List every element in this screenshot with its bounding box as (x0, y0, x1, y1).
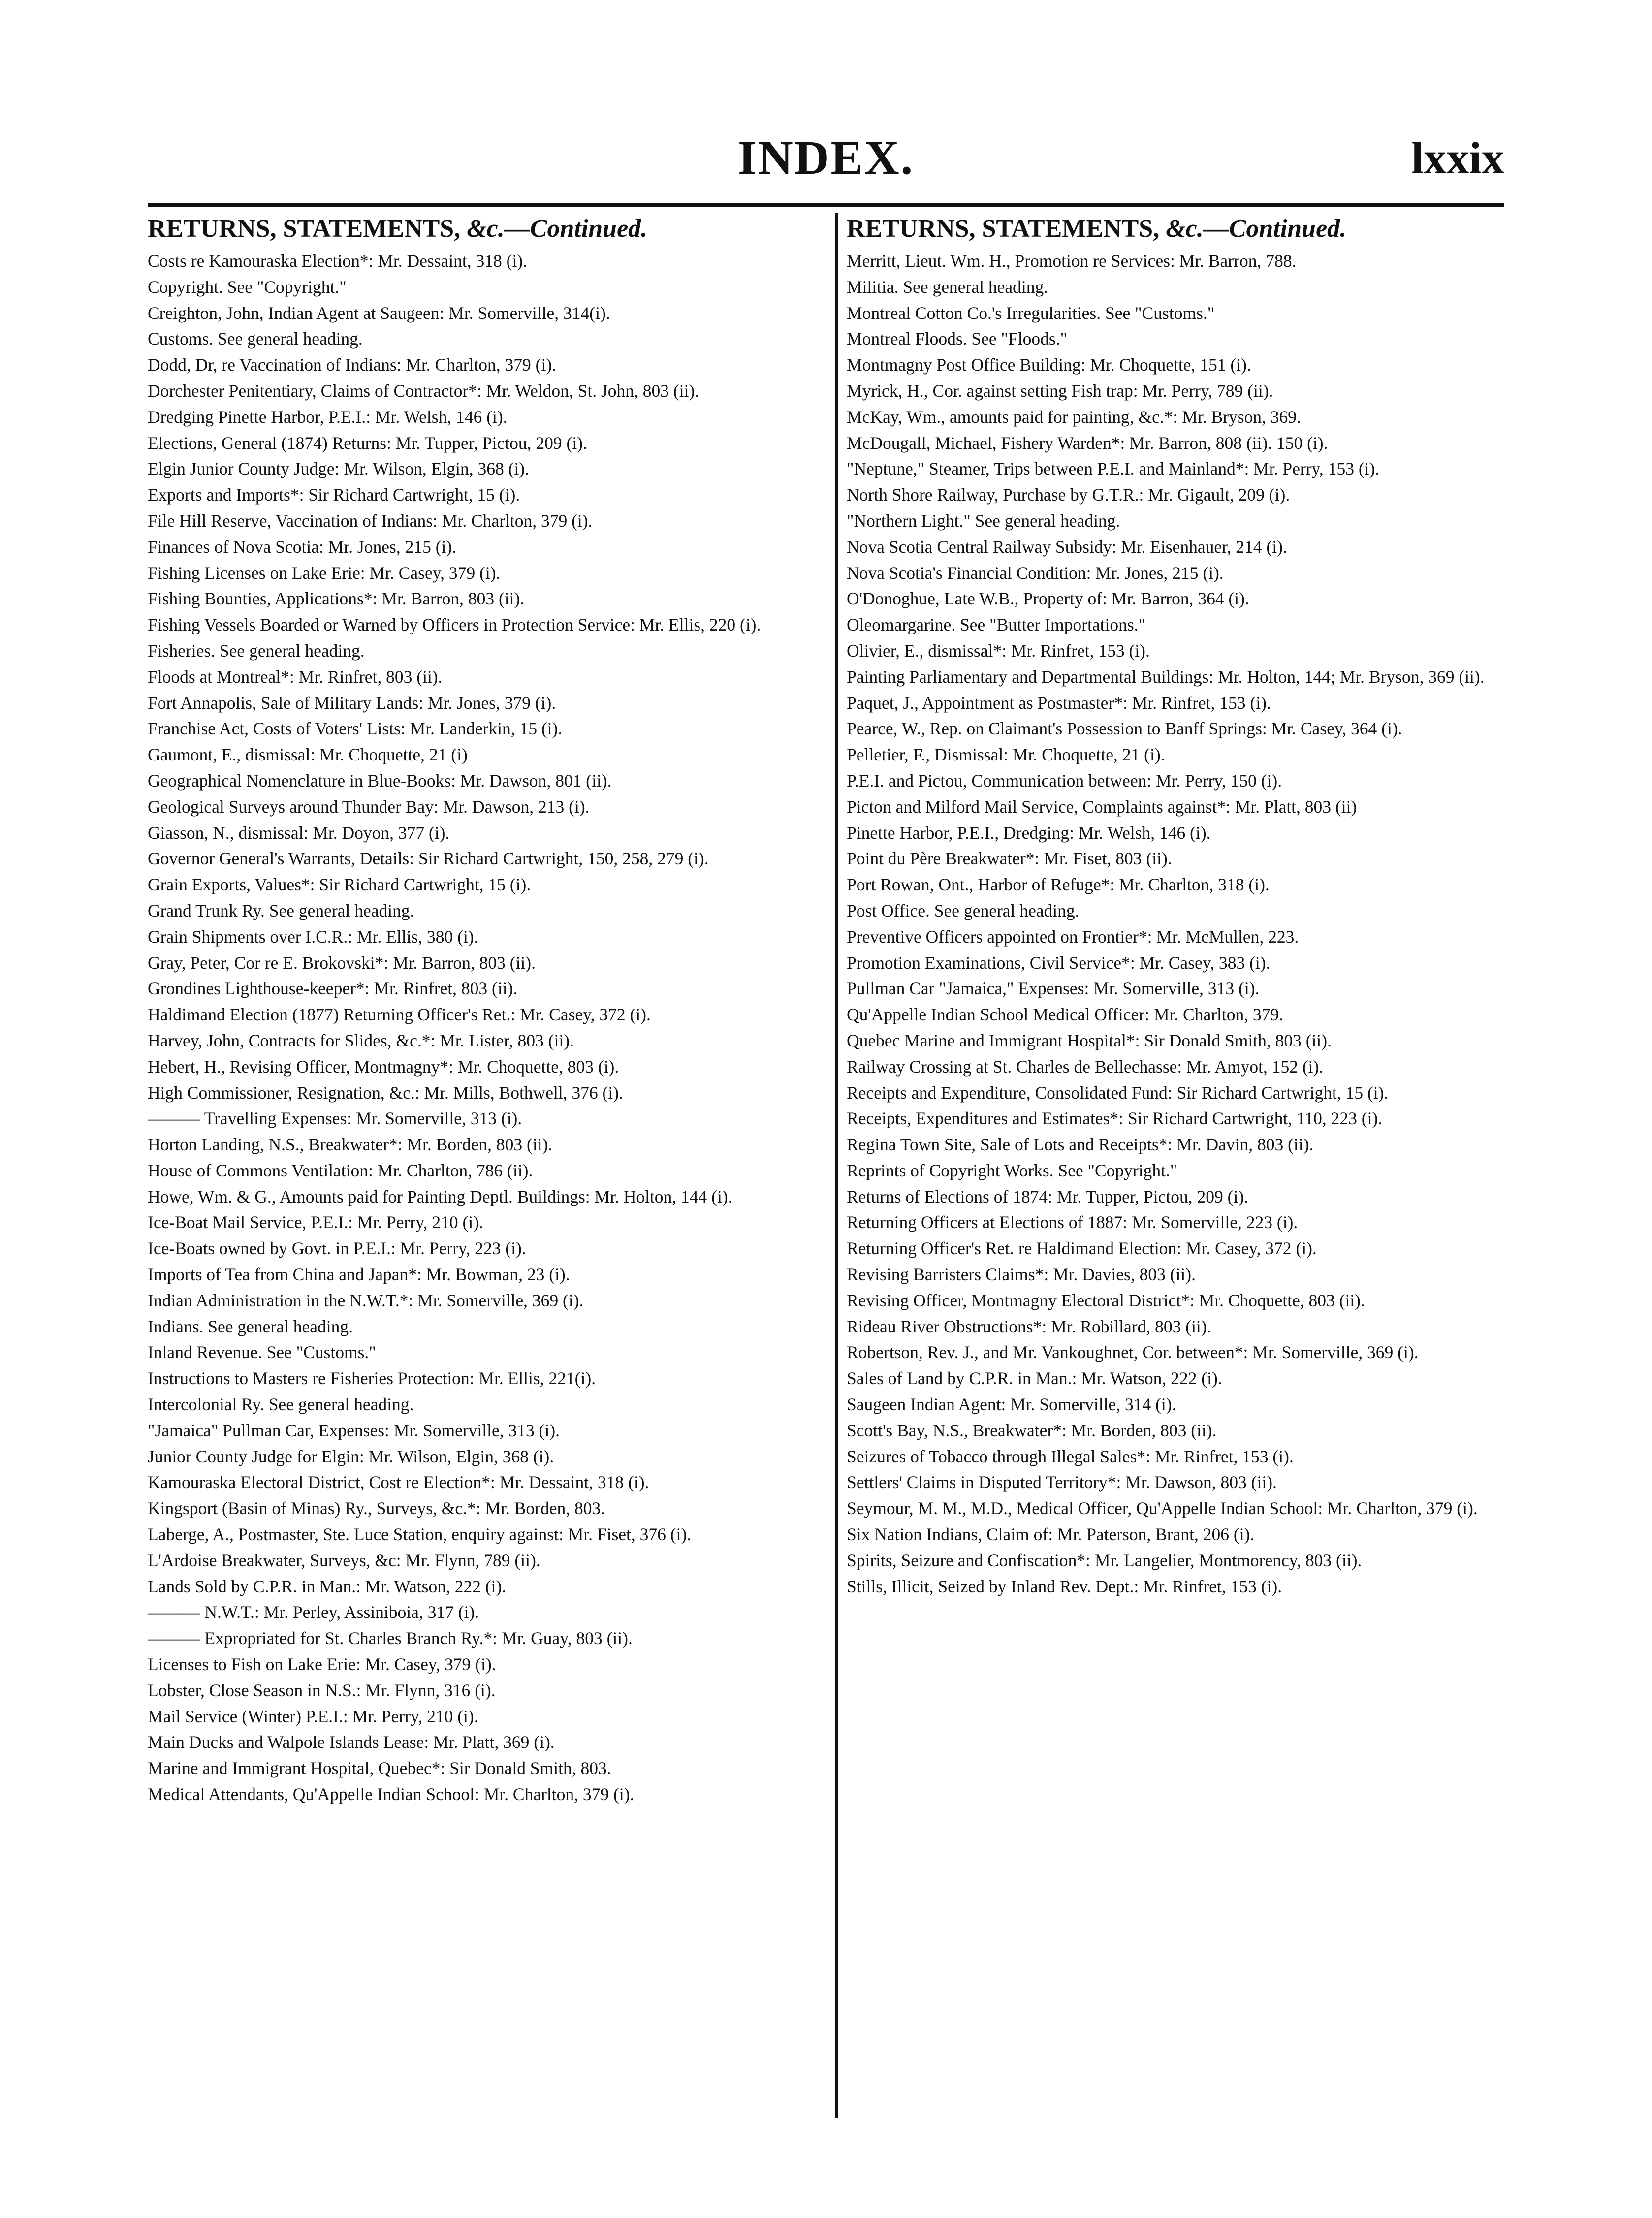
index-entry: Reprints of Copyright Works. See "Copyright." (847, 1160, 1177, 1180)
index-entry: Franchise Act, Costs of Voters' Lists: Mr. Landerkin, 15 (i). (148, 719, 563, 739)
index-entry: "Neptune," Steamer, Trips between P.E.I. and Mainland*: Mr. Perry, 153 (i). (847, 459, 1380, 479)
index-entry: Seymour, M. M., M.D., Medical Officer, Qu'Appelle Indian School: Mr. Charlton, 379 (i). (847, 1498, 1478, 1519)
index-entry: Revising Barristers Claims*: Mr. Davies, 803 (ii). (847, 1265, 1196, 1285)
index-entry: Fishing Vessels Boarded or Warned by Officers in Protection Service: Mr. Ellis, 220 (i). (148, 615, 761, 635)
index-entry: Spirits, Seizure and Confiscation*: Mr. Langelier, Montmorency, 803 (ii). (847, 1550, 1362, 1570)
index-entry: O'Donoghue, Late W.B., Property of: Mr. Barron, 364 (i). (847, 589, 1249, 609)
index-entry: Point du Père Breakwater*: Mr. Fiset, 803 (ii). (847, 849, 1172, 869)
index-entry: Kingsport (Basin of Minas) Ry., Surveys, &c.*: Mr. Borden, 803. (148, 1498, 605, 1519)
left-entry-list (148, 248, 827, 1807)
index-entry: Receipts and Expenditure, Consolidated Fund: Sir Richard Cartwright, 15 (i). (847, 1082, 1389, 1103)
index-entry: Finances of Nova Scotia: Mr. Jones, 215 (i). (148, 537, 457, 557)
header-rule (148, 203, 1504, 207)
index-entry: Receipts, Expenditures and Estimates*: Sir Richard Cartwright, 110, 223 (i). (847, 1109, 1383, 1129)
index-entry: Fishing Licenses on Lake Erie: Mr. Casey, 379 (i). (148, 563, 501, 583)
index-entry: Kamouraska Electoral District, Cost re Election*: Mr. Dessaint, 318 (i). (148, 1472, 649, 1492)
index-entry: Gaumont, E., dismissal: Mr. Choquette, 21 (i) (148, 745, 468, 765)
index-entry: Hebert, H., Revising Officer, Montmagny*: Mr. Choquette, 803 (i). (148, 1056, 619, 1077)
index-entry: Olivier, E., dismissal*: Mr. Rinfret, 153 (i). (847, 640, 1150, 661)
index-entry: North Shore Railway, Purchase by G.T.R.: Mr. Gigault, 209 (i). (847, 485, 1290, 505)
index-entry: Montmagny Post Office Building: Mr. Choquette, 151 (i). (847, 355, 1251, 375)
index-entry: Gray, Peter, Cor re E. Brokovski*: Mr. Barron, 803 (ii). (148, 952, 536, 973)
index-entry: L'Ardoise Breakwater, Surveys, &c: Mr. Flynn, 789 (ii). (148, 1550, 540, 1570)
index-entry: Geographical Nomenclature in Blue-Books: Mr. Dawson, 801 (ii). (148, 770, 612, 791)
index-entry: Lands Sold by C.P.R. in Man.: Mr. Watson, 222 (i). (148, 1576, 507, 1596)
left-heading-continued: &c.—Continued. (467, 215, 648, 243)
index-entry: Revising Officer, Montmagny Electoral District*: Mr. Choquette, 803 (ii). (847, 1290, 1365, 1310)
index-entry: Ice-Boats owned by Govt. in P.E.I.: Mr. Perry, 223 (i). (148, 1238, 526, 1259)
index-entry: Rideau River Obstructions*: Mr. Robillard, 803 (ii). (847, 1316, 1211, 1336)
index-entry: Lobster, Close Season in N.S.: Mr. Flynn, 316 (i). (148, 1680, 496, 1700)
index-entry: File Hill Reserve, Vaccination of Indians: Mr. Charlton, 379 (i). (148, 510, 593, 531)
index-entry: Picton and Milford Mail Service, Complaints against*: Mr. Platt, 803 (ii) (847, 796, 1357, 817)
index-entry: Howe, Wm. & G., Amounts paid for Painting Deptl. Buildings: Mr. Holton, 144 (i). (148, 1186, 732, 1206)
index-entry: Saugeen Indian Agent: Mr. Somerville, 314 (i). (847, 1394, 1176, 1415)
index-entry: Fort Annapolis, Sale of Military Lands: Mr. Jones, 379 (i). (148, 693, 556, 713)
index-entry: McKay, Wm., amounts paid for painting, &c.*: Mr. Bryson, 369. (847, 407, 1301, 427)
index-entry: Grain Shipments over I.C.R.: Mr. Ellis, 380 (i). (148, 926, 478, 947)
index-entry: Painting Parliamentary and Departmental Buildings: Mr. Holton, 144; Mr. Bryson, 369 (ii). (847, 666, 1485, 687)
column-divider (835, 213, 838, 2118)
index-entry: Returns of Elections of 1874: Mr. Tupper, Pictou, 209 (i). (847, 1186, 1249, 1206)
index-entry: Montreal Floods. See "Floods." (847, 329, 1068, 349)
index-entry: Copyright. See "Copyright." (148, 277, 347, 297)
page-title: INDEX. (737, 131, 915, 185)
index-entry: Returning Officers at Elections of 1887: Mr. Somerville, 223 (i). (847, 1212, 1298, 1233)
index-entry: Creighton, John, Indian Agent at Saugeen: Mr. Somerville, 314(i). (148, 303, 610, 323)
index-entry: Instructions to Masters re Fisheries Protection: Mr. Ellis, 221(i). (148, 1368, 596, 1389)
index-entry: Indian Administration in the N.W.T.*: Mr. Somerville, 369 (i). (148, 1290, 584, 1310)
index-entry: Grain Exports, Values*: Sir Richard Cartwright, 15 (i). (148, 875, 531, 895)
index-entry: Regina Town Site, Sale of Lots and Receipts*: Mr. Davin, 803 (ii). (847, 1135, 1314, 1155)
index-entry: Elections, General (1874) Returns: Mr. Tupper, Pictou, 209 (i). (148, 433, 587, 453)
index-entry: "Northern Light." See general heading. (847, 510, 1120, 531)
index-entry: Imports of Tea from China and Japan*: Mr. Bowman, 23 (i). (148, 1265, 570, 1285)
index-entry: Pinette Harbor, P.E.I., Dredging: Mr. Welsh, 146 (i). (847, 823, 1211, 843)
index-entry: Pullman Car "Jamaica," Expenses: Mr. Somerville, 313 (i). (847, 979, 1260, 999)
index-entry: Six Nation Indians, Claim of: Mr. Paterson, Brant, 206 (i). (847, 1524, 1255, 1545)
index-entry: Paquet, J., Appointment as Postmaster*: Mr. Rinfret, 153 (i). (847, 693, 1271, 713)
index-entry: Montreal Cotton Co.'s Irregularities. See "Customs." (847, 303, 1215, 323)
index-entry: Pelletier, F., Dismissal: Mr. Choquette, 21 (i). (847, 745, 1165, 765)
index-entry: Inland Revenue. See "Customs." (148, 1342, 376, 1362)
index-entry: Nova Scotia Central Railway Subsidy: Mr. Eisenhauer, 214 (i). (847, 537, 1287, 557)
index-entry: Laberge, A., Postmaster, Ste. Luce Station, enquiry against: Mr. Fiset, 376 (i). (148, 1524, 692, 1545)
index-entry: Myrick, H., Cor. against setting Fish trap: Mr. Perry, 789 (ii). (847, 380, 1273, 401)
index-entry: Customs. See general heading. (148, 329, 363, 349)
index-entry: Port Rowan, Ont., Harbor of Refuge*: Mr. Charlton, 318 (i). (847, 875, 1270, 895)
index-entry: Quebec Marine and Immigrant Hospital*: Sir Donald Smith, 803 (ii). (847, 1030, 1332, 1050)
index-entry: Harvey, John, Contracts for Slides, &c.*: Mr. Lister, 803 (ii). (148, 1030, 574, 1050)
right-heading-continued: &c.—Continued. (1166, 215, 1347, 243)
index-entry: Merritt, Lieut. Wm. H., Promotion re Services: Mr. Barron, 788. (847, 251, 1297, 271)
index-entry: Qu'Appelle Indian School Medical Officer: Mr. Charlton, 379. (847, 1005, 1284, 1025)
index-entry: Geological Surveys around Thunder Bay: Mr. Dawson, 213 (i). (148, 796, 590, 817)
index-entry: ——— N.W.T.: Mr. Perley, Assiniboia, 317 (i). (148, 1602, 479, 1622)
index-entry: Horton Landing, N.S., Breakwater*: Mr. Borden, 803 (ii). (148, 1135, 553, 1155)
index-entry: Intercolonial Ry. See general heading. (148, 1394, 414, 1415)
index-entry: Governor General's Warrants, Details: Sir Richard Cartwright, 150, 258, 279 (i). (148, 849, 709, 869)
index-entry: Main Ducks and Walpole Islands Lease: Mr. Platt, 369 (i). (148, 1732, 555, 1752)
index-entry: Fishing Bounties, Applications*: Mr. Barron, 803 (ii). (148, 589, 525, 609)
index-entry: Giasson, N., dismissal: Mr. Doyon, 377 (i). (148, 823, 450, 843)
index-entry: Settlers' Claims in Disputed Territory*: Mr. Dawson, 803 (ii). (847, 1472, 1277, 1492)
index-entry: Dredging Pinette Harbor, P.E.I.: Mr. Welsh, 146 (i). (148, 407, 508, 427)
index-entry: Exports and Imports*: Sir Richard Cartwright, 15 (i). (148, 485, 520, 505)
running-head (148, 126, 1504, 190)
page-number: lxxix (1411, 133, 1504, 183)
index-entry: Sales of Land by C.P.R. in Man.: Mr. Watson, 222 (i). (847, 1368, 1222, 1389)
index-entry: High Commissioner, Resignation, &c.: Mr. Mills, Bothwell, 376 (i). (148, 1082, 623, 1103)
index-entry: Junior County Judge for Elgin: Mr. Wilson, Elgin, 368 (i). (148, 1446, 554, 1466)
index-entry: Seizures of Tobacco through Illegal Sales*: Mr. Rinfret, 153 (i). (847, 1446, 1294, 1466)
right-column-heading (847, 213, 1526, 245)
index-entry: Mail Service (Winter) P.E.I.: Mr. Perry, 210 (i). (148, 1706, 478, 1726)
index-entry: Promotion Examinations, Civil Service*: Mr. Casey, 383 (i). (847, 952, 1271, 973)
index-entry: Railway Crossing at St. Charles de Bellechasse: Mr. Amyot, 152 (i). (847, 1056, 1324, 1077)
right-entry-list (847, 248, 1526, 1599)
index-entry: Ice-Boat Mail Service, P.E.I.: Mr. Perry, 210 (i). (148, 1212, 483, 1233)
index-entry: Haldimand Election (1877) Returning Officer's Ret.: Mr. Casey, 372 (i). (148, 1005, 651, 1025)
left-column-heading (148, 213, 827, 245)
index-entry: P.E.I. and Pictou, Communication between: Mr. Perry, 150 (i). (847, 770, 1282, 791)
index-entry: ——— Travelling Expenses: Mr. Somerville, 313 (i). (148, 1109, 522, 1129)
index-entry: Oleomargarine. See "Butter Importations." (847, 615, 1146, 635)
index-entry: Licenses to Fish on Lake Erie: Mr. Casey, 379 (i). (148, 1654, 496, 1675)
index-entry: Robertson, Rev. J., and Mr. Vankoughnet, Cor. between*: Mr. Somerville, 369 (i). (847, 1342, 1419, 1362)
index-entry: Costs re Kamouraska Election*: Mr. Dessaint, 318 (i). (148, 251, 527, 271)
left-column (148, 213, 827, 1807)
right-column (847, 213, 1526, 1599)
index-entry: McDougall, Michael, Fishery Warden*: Mr. Barron, 808 (ii). 150 (i). (847, 433, 1328, 453)
index-entry: ——— Expropriated for St. Charles Branch Ry.*: Mr. Guay, 803 (ii). (148, 1628, 633, 1648)
index-entry: Pearce, W., Rep. on Claimant's Possession to Banff Springs: Mr. Casey, 364 (i). (847, 719, 1402, 739)
index-entry: Scott's Bay, N.S., Breakwater*: Mr. Borden, 803 (ii). (847, 1420, 1217, 1440)
index-entry: Preventive Officers appointed on Frontier*: Mr. McMullen, 223. (847, 926, 1299, 947)
index-entry: Militia. See general heading. (847, 277, 1048, 297)
index-entry: Nova Scotia's Financial Condition: Mr. Jones, 215 (i). (847, 563, 1224, 583)
index-entry: Returning Officer's Ret. re Haldimand Election: Mr. Casey, 372 (i). (847, 1238, 1317, 1259)
index-entry: Elgin Junior County Judge: Mr. Wilson, Elgin, 368 (i). (148, 459, 529, 479)
index-entry: Floods at Montreal*: Mr. Rinfret, 803 (ii). (148, 666, 443, 687)
index-entry: Medical Attendants, Qu'Appelle Indian School: Mr. Charlton, 379 (i). (148, 1784, 635, 1805)
index-entry: Grand Trunk Ry. See general heading. (148, 900, 414, 920)
index-entry: Marine and Immigrant Hospital, Quebec*: Sir Donald Smith, 803. (148, 1758, 611, 1778)
left-heading-text: RETURNS, STATEMENTS, (148, 215, 461, 243)
index-entry: Post Office. See general heading. (847, 900, 1080, 920)
index-entry: Indians. See general heading. (148, 1316, 353, 1336)
index-entry: Dodd, Dr, re Vaccination of Indians: Mr. Charlton, 379 (i). (148, 355, 557, 375)
right-heading-text: RETURNS, STATEMENTS, (847, 215, 1160, 243)
index-entry: House of Commons Ventilation: Mr. Charlton, 786 (ii). (148, 1160, 533, 1180)
index-entry: Dorchester Penitentiary, Claims of Contractor*: Mr. Weldon, St. John, 803 (ii). (148, 380, 699, 401)
index-entry: Stills, Illicit, Seized by Inland Rev. Dept.: Mr. Rinfret, 153 (i). (847, 1576, 1282, 1596)
index-entry: Grondines Lighthouse-keeper*: Mr. Rinfret, 803 (ii). (148, 979, 518, 999)
index-entry: Fisheries. See general heading. (148, 640, 365, 661)
index-entry: "Jamaica" Pullman Car, Expenses: Mr. Somerville, 313 (i). (148, 1420, 560, 1440)
